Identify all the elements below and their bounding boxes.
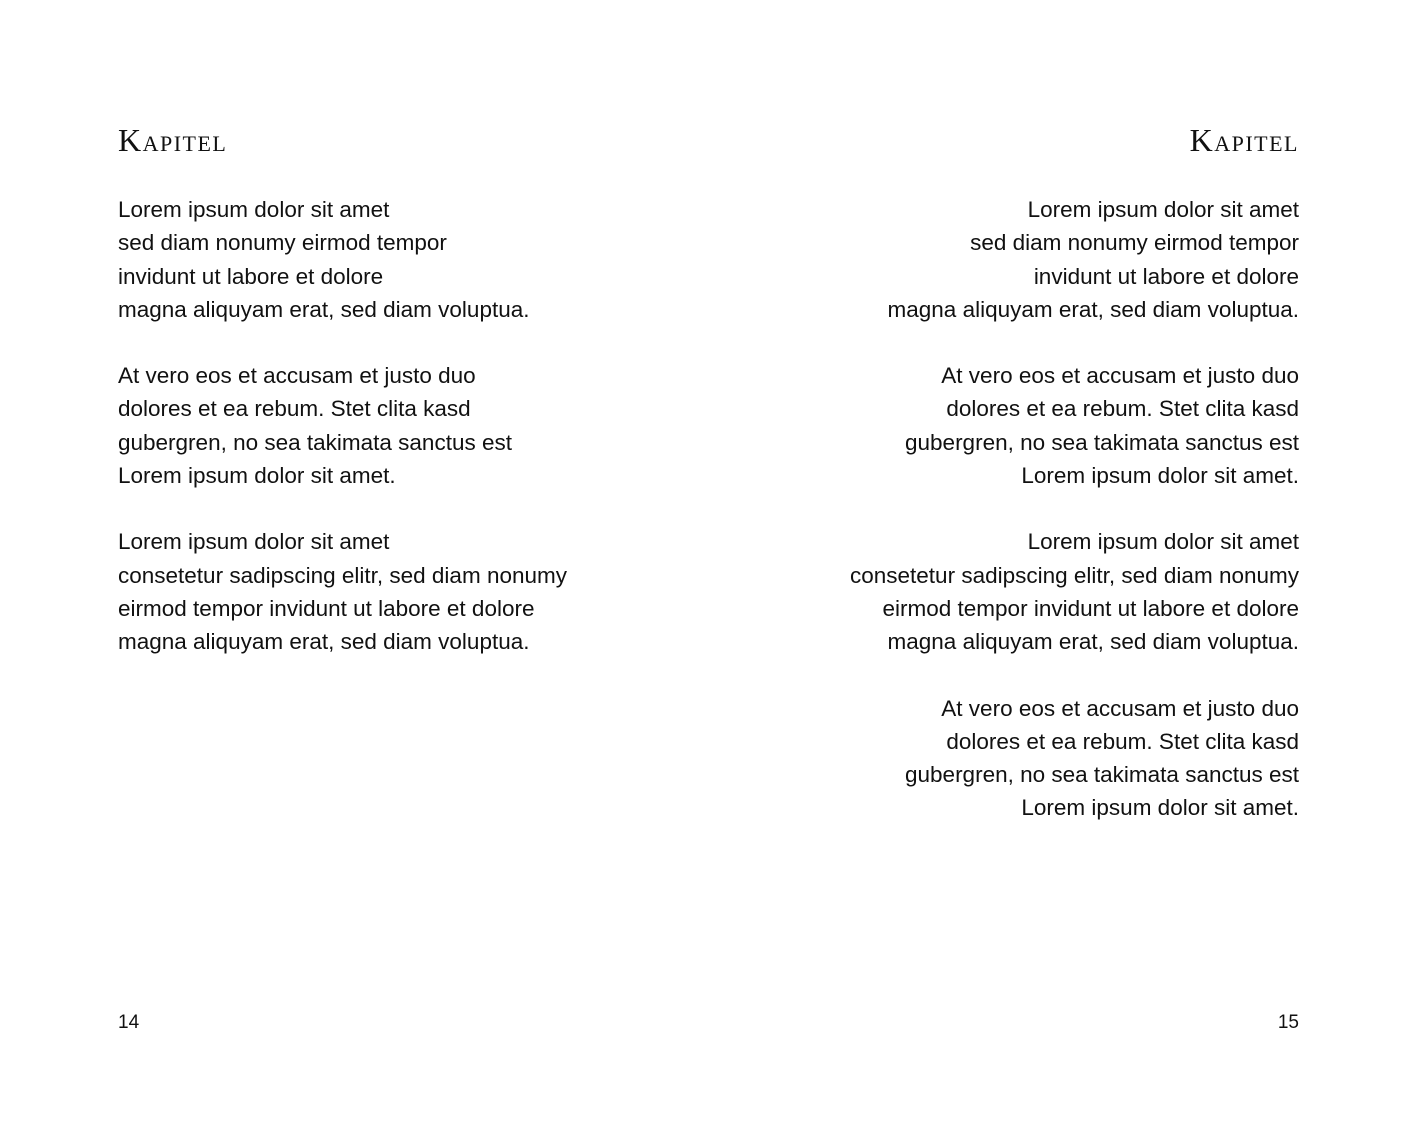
text-line: consetetur sadipscing elitr, sed diam nonumy	[118, 562, 567, 588]
text-line: gubergren, no sea takimata sanctus est	[905, 762, 1299, 788]
text-line: eirmod tempor invidunt ut labore et dolore	[882, 595, 1299, 621]
text-line: sed diam nonumy eirmod tempor	[970, 230, 1299, 256]
text-line: dolores et ea rebum. Stet clita kasd	[946, 728, 1299, 754]
page-number: 14	[118, 1012, 140, 1033]
body-text	[118, 193, 567, 692]
text-line: At vero eos et accusam et justo duo	[941, 363, 1299, 389]
text-line: Lorem ipsum dolor sit amet	[118, 529, 390, 555]
page-number: 15	[1277, 1012, 1299, 1033]
left-page	[0, 0, 708, 1122]
chapter-title: Kapitel	[1189, 122, 1299, 158]
stanza	[118, 525, 567, 658]
text-line: magna aliquyam erat, sed diam voluptua.	[118, 296, 530, 322]
right-page	[709, 0, 1417, 1122]
text-line: sed diam nonumy eirmod tempor	[118, 230, 447, 256]
text-line: gubergren, no sea takimata sanctus est	[118, 429, 512, 455]
text-line: gubergren, no sea takimata sanctus est	[905, 429, 1299, 455]
stanza	[850, 359, 1299, 492]
stanza	[118, 193, 567, 326]
text-line: magna aliquyam erat, sed diam voluptua.	[887, 629, 1299, 655]
text-line: At vero eos et accusam et justo duo	[118, 363, 476, 389]
text-line: magna aliquyam erat, sed diam voluptua.	[887, 296, 1299, 322]
text-line: dolores et ea rebum. Stet clita kasd	[118, 396, 471, 422]
text-line: Lorem ipsum dolor sit amet	[118, 197, 390, 222]
text-line: At vero eos et accusam et justo duo	[941, 695, 1299, 721]
body-text	[850, 193, 1299, 858]
text-line: Lorem ipsum dolor sit amet.	[118, 463, 396, 489]
chapter-title: Kapitel	[118, 122, 228, 158]
text-line: consetetur sadipscing elitr, sed diam nonumy	[850, 562, 1299, 588]
text-line: invidunt ut labore et dolore	[118, 263, 384, 289]
stanza	[850, 193, 1299, 326]
text-line: invidunt ut labore et dolore	[1033, 263, 1299, 289]
stanza	[850, 525, 1299, 658]
text-line: Lorem ipsum dolor sit amet	[1027, 197, 1299, 222]
text-line: Lorem ipsum dolor sit amet	[1027, 529, 1299, 555]
stanza	[850, 692, 1299, 825]
text-line: Lorem ipsum dolor sit amet.	[1021, 795, 1299, 821]
text-line: magna aliquyam erat, sed diam voluptua.	[118, 629, 530, 655]
text-line: Lorem ipsum dolor sit amet.	[1021, 463, 1299, 489]
text-line: eirmod tempor invidunt ut labore et dolore	[118, 595, 535, 621]
text-line: dolores et ea rebum. Stet clita kasd	[946, 396, 1299, 422]
stanza	[118, 359, 567, 492]
